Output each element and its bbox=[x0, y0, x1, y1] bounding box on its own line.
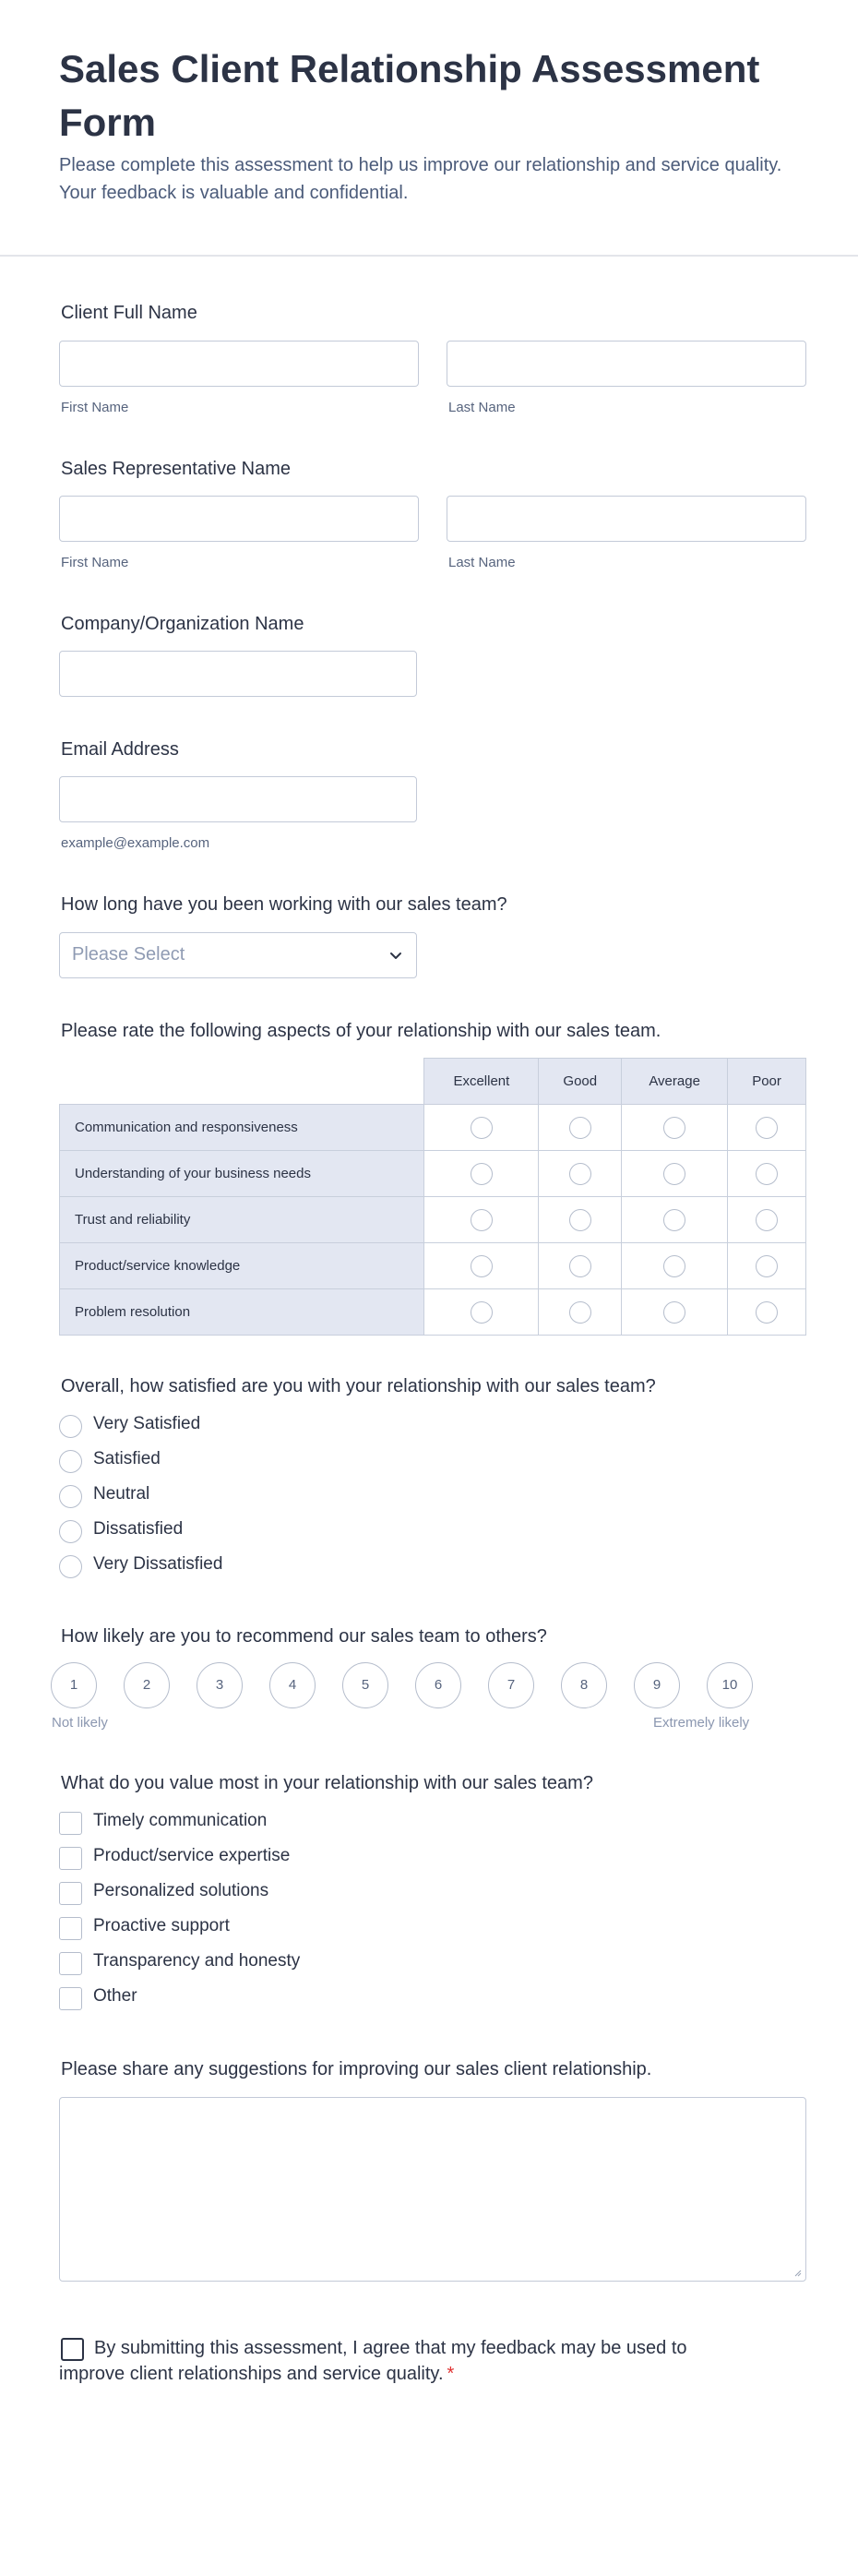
radio-button[interactable] bbox=[59, 1450, 82, 1473]
client-name-label: Client Full Name bbox=[61, 303, 197, 323]
satisfaction-option-label: Dissatisfied bbox=[93, 1519, 184, 1539]
matrix-row bbox=[60, 1105, 806, 1151]
matrix-radio[interactable] bbox=[569, 1255, 591, 1277]
matrix-corner bbox=[60, 1059, 424, 1105]
scale-option-9[interactable]: 9 bbox=[634, 1662, 680, 1708]
company-label: Company/Organization Name bbox=[61, 614, 304, 634]
matrix-radio[interactable] bbox=[663, 1255, 685, 1277]
recommend-label: How likely are you to recommend our sales team to others? bbox=[61, 1626, 547, 1647]
values-option-label: Product/service expertise bbox=[93, 1846, 291, 1865]
scale-high-label: Extremely likely bbox=[653, 1715, 750, 1731]
satisfaction-option-label: Very Satisfied bbox=[93, 1414, 201, 1433]
chevron-down-icon bbox=[385, 944, 407, 966]
scale-option-5[interactable]: 5 bbox=[342, 1662, 388, 1708]
form-header bbox=[0, 0, 858, 257]
matrix-row-label: Trust and reliability bbox=[60, 1197, 424, 1243]
matrix-radio[interactable] bbox=[663, 1301, 685, 1324]
matrix-radio[interactable] bbox=[569, 1117, 591, 1139]
matrix-radio[interactable] bbox=[663, 1209, 685, 1231]
matrix-row bbox=[60, 1289, 806, 1336]
radio-button[interactable] bbox=[59, 1485, 82, 1508]
required-asterisk: * bbox=[447, 2364, 455, 2384]
agreement-label bbox=[59, 2335, 723, 2387]
values-option-label: Other bbox=[93, 1986, 137, 2006]
matrix-radio[interactable] bbox=[471, 1163, 493, 1185]
satisfaction-option-label: Neutral bbox=[93, 1484, 150, 1504]
matrix-radio[interactable] bbox=[471, 1209, 493, 1231]
client-last-name-input[interactable] bbox=[447, 341, 806, 387]
scale-option-1[interactable]: 1 bbox=[51, 1662, 97, 1708]
duration-select-placeholder: Please Select bbox=[72, 944, 185, 965]
rep-first-name-input[interactable] bbox=[59, 496, 419, 542]
matrix-row-label: Product/service knowledge bbox=[60, 1243, 424, 1289]
suggestions-textarea[interactable] bbox=[59, 2097, 806, 2282]
scale-option-8[interactable]: 8 bbox=[561, 1662, 607, 1708]
company-input[interactable] bbox=[59, 651, 417, 697]
values-option-label: Timely communication bbox=[93, 1811, 268, 1830]
radio-button[interactable] bbox=[59, 1555, 82, 1578]
matrix-radio[interactable] bbox=[471, 1301, 493, 1324]
matrix-radio[interactable] bbox=[663, 1117, 685, 1139]
matrix-radio[interactable] bbox=[663, 1163, 685, 1185]
duration-select[interactable] bbox=[59, 932, 417, 978]
scale-option-6[interactable]: 6 bbox=[415, 1662, 461, 1708]
scale-option-10[interactable]: 10 bbox=[707, 1662, 753, 1708]
checkbox[interactable] bbox=[59, 1917, 82, 1940]
checkbox[interactable] bbox=[59, 1847, 82, 1870]
scale-option-2[interactable]: 2 bbox=[124, 1662, 170, 1708]
matrix-radio[interactable] bbox=[756, 1209, 778, 1231]
matrix-radio[interactable] bbox=[756, 1163, 778, 1185]
resize-grip-icon[interactable] bbox=[792, 2268, 802, 2277]
values-option-label: Transparency and honesty bbox=[93, 1951, 301, 1971]
email-sublabel: example@example.com bbox=[61, 835, 210, 851]
email-input[interactable] bbox=[59, 776, 417, 822]
duration-label: How long have you been working with our sales team? bbox=[61, 894, 507, 915]
matrix-row-label: Understanding of your business needs bbox=[60, 1151, 424, 1197]
agreement-text: By submitting this assessment, I agree that my feedback may be used to improve client relationships and service quality. bbox=[59, 2338, 687, 2384]
satisfaction-option-label: Very Dissatisfied bbox=[93, 1554, 223, 1574]
matrix-label: Please rate the following aspects of your relationship with our sales team. bbox=[61, 1021, 661, 1041]
rep-name-label: Sales Representative Name bbox=[61, 459, 292, 479]
rep-last-name-sublabel: Last Name bbox=[448, 555, 516, 570]
matrix-radio[interactable] bbox=[471, 1255, 493, 1277]
client-first-name-input[interactable] bbox=[59, 341, 419, 387]
matrix-col-good: Good bbox=[539, 1059, 622, 1105]
suggestions-label: Please share any suggestions for improving our sales client relationship. bbox=[61, 2059, 652, 2079]
matrix-col-average: Average bbox=[622, 1059, 728, 1105]
matrix-radio[interactable] bbox=[756, 1255, 778, 1277]
matrix-radio[interactable] bbox=[756, 1301, 778, 1324]
rating-matrix bbox=[59, 1058, 806, 1336]
matrix-row bbox=[60, 1243, 806, 1289]
matrix-radio[interactable] bbox=[569, 1163, 591, 1185]
matrix-row bbox=[60, 1151, 806, 1197]
form-title: Sales Client Relationship Assessment Form bbox=[59, 47, 760, 144]
values-label: What do you value most in your relationship with our sales team? bbox=[61, 1773, 593, 1793]
matrix-col-excellent: Excellent bbox=[424, 1059, 539, 1105]
checkbox[interactable] bbox=[59, 1952, 82, 1975]
scale-option-4[interactable]: 4 bbox=[269, 1662, 316, 1708]
radio-button[interactable] bbox=[59, 1415, 82, 1438]
values-option-label: Proactive support bbox=[93, 1916, 230, 1935]
matrix-radio[interactable] bbox=[569, 1209, 591, 1231]
matrix-row-label: Problem resolution bbox=[60, 1289, 424, 1336]
matrix-radio[interactable] bbox=[756, 1117, 778, 1139]
form-description: Please complete this assessment to help us improve our relationship and service quality. Your feedback is valuable and confidential. bbox=[59, 155, 782, 203]
matrix-radio[interactable] bbox=[471, 1117, 493, 1139]
client-first-name-sublabel: First Name bbox=[61, 400, 129, 415]
scale-option-7[interactable]: 7 bbox=[488, 1662, 534, 1708]
email-label: Email Address bbox=[61, 739, 179, 760]
checkbox[interactable] bbox=[59, 1987, 82, 2010]
checkbox[interactable] bbox=[59, 1812, 82, 1835]
matrix-row-label: Communication and responsiveness bbox=[60, 1105, 424, 1151]
checkbox[interactable] bbox=[59, 1882, 82, 1905]
values-option-label: Personalized solutions bbox=[93, 1881, 269, 1900]
scale-low-label: Not likely bbox=[52, 1715, 108, 1731]
satisfaction-label: Overall, how satisfied are you with your relationship with our sales team? bbox=[61, 1376, 656, 1396]
matrix-col-poor: Poor bbox=[728, 1059, 806, 1105]
radio-button[interactable] bbox=[59, 1520, 82, 1543]
rep-last-name-input[interactable] bbox=[447, 496, 806, 542]
rep-first-name-sublabel: First Name bbox=[61, 555, 129, 570]
matrix-radio[interactable] bbox=[569, 1301, 591, 1324]
matrix-row bbox=[60, 1197, 806, 1243]
scale-option-3[interactable]: 3 bbox=[197, 1662, 243, 1708]
client-last-name-sublabel: Last Name bbox=[448, 400, 516, 415]
satisfaction-option-label: Satisfied bbox=[93, 1449, 161, 1468]
